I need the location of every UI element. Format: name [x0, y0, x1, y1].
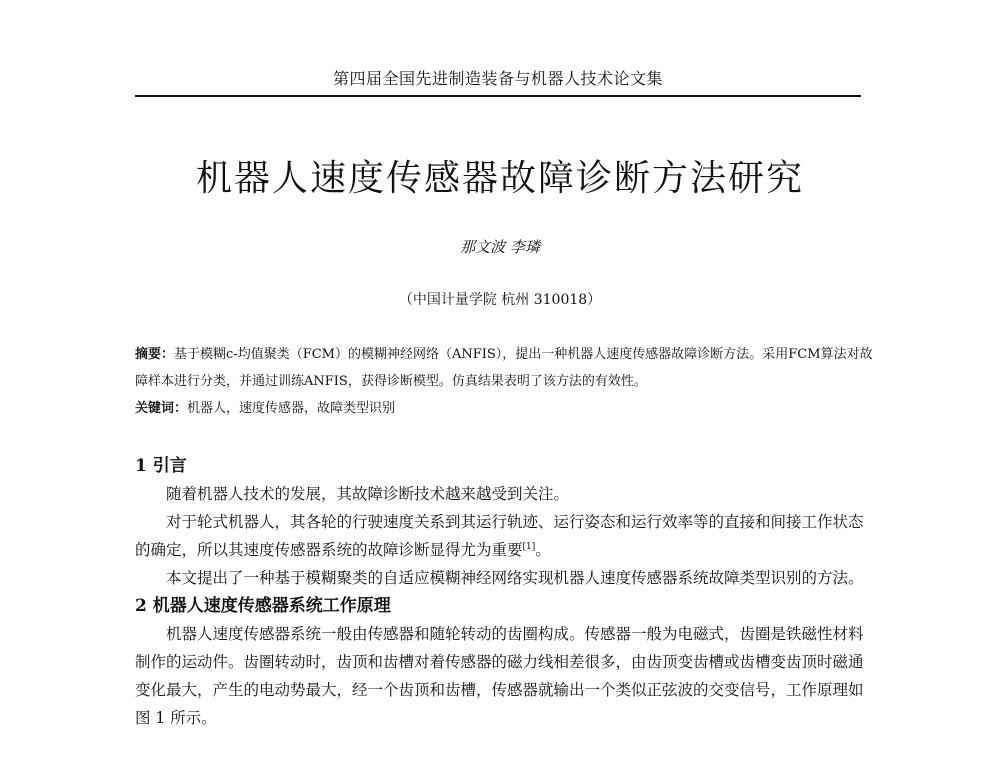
body-text	[135, 452, 865, 732]
abstract-text: 基于模糊c-均值聚类（FCM）的模糊神经网络（ANFIS），提出一种机器人速度传感器故障诊断方法。采用FCM算法对故障样本进行分类，并通过训练ANFIS，获得诊断模型。仿真结果表明了该方法的有效性。	[135, 347, 873, 389]
keywords-label: 关键词：	[135, 401, 188, 416]
affiliation: （中国计量学院 杭州 310018）	[398, 292, 602, 308]
section-1-paragraph-2-end: 。	[535, 541, 551, 559]
abstract-label: 摘要：	[135, 347, 175, 362]
section-1-paragraph-2-text: 对于轮式机器人，其各轮的行驶速度关系到其运行轨迹、运行姿态和运行效率等的直接和间接工作状态的确定，所以其速度传感器系统的故障诊断显得尤为重要	[135, 513, 864, 559]
abstract	[135, 341, 875, 395]
citation-ref: [1]	[522, 541, 536, 552]
abstract-block	[135, 341, 875, 422]
section-1-paragraph-2	[135, 508, 865, 564]
section-1-heading: 1 引言	[135, 456, 187, 476]
authors: 那文波 李璘	[460, 238, 540, 256]
keywords	[135, 395, 875, 422]
section-2-heading: 2 机器人速度传感器系统工作原理	[135, 596, 391, 616]
keywords-text: 机器人，速度传感器，故障类型识别	[187, 401, 396, 416]
running-head: 第四届全国先进制造装备与机器人技术论文集	[135, 66, 861, 97]
section-1-paragraph-1: 随着机器人技术的发展，其故障诊断技术越来越受到关注。	[166, 485, 570, 503]
section-1-paragraph-3: 本文提出了一种基于模糊聚类的自适应模糊神经网络实现机器人速度传感器系统故障类型识别的方法。	[166, 569, 864, 587]
paper-title: 机器人速度传感器故障诊断方法研究	[195, 158, 804, 199]
section-2-paragraph-1: 机器人速度传感器系统一般由传感器和随轮转动的齿圈构成。传感器一般为电磁式，齿圈是铁磁性材料制作的运动件。齿圈转动时，齿顶和齿槽对着传感器的磁力线相差很多，由齿顶变齿槽或齿槽变齿顶时磁通变化最大，产生的电动势最大，经一个齿顶和齿槽，传感器就输出一个类似正弦波的交变信号，工作原理如图 1 所示。	[135, 625, 864, 727]
